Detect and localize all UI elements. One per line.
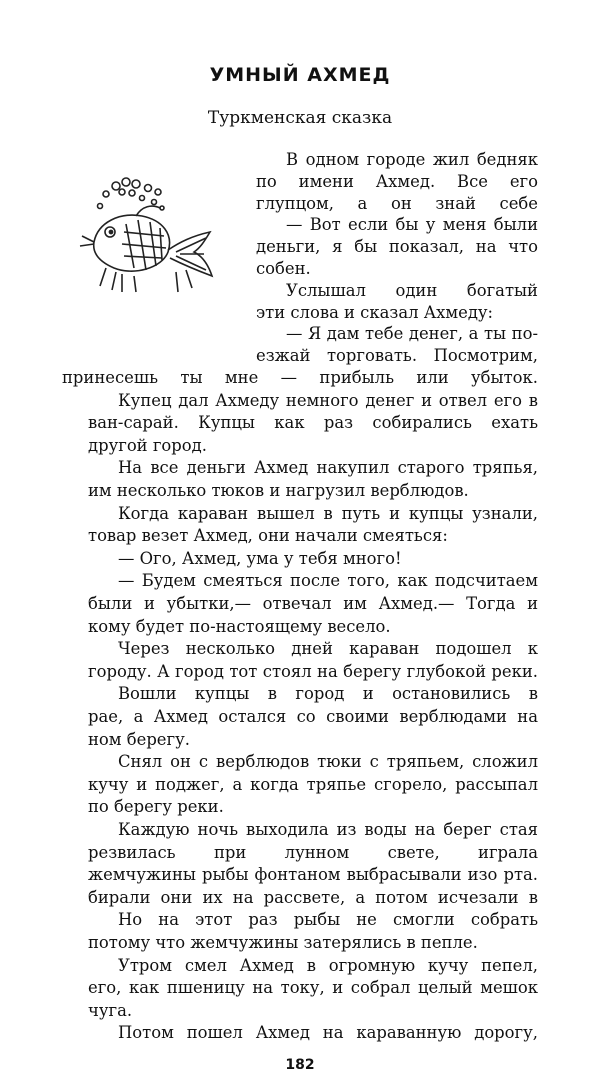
story-line: — Будем смеяться после того, как подсчитаем (118, 571, 538, 591)
story-line: Утром смел Ахмед в огромную кучу пепел, (118, 955, 538, 975)
story-line: резвилась при лунном свете, играла (88, 842, 538, 862)
story-line: глупцом, а он знай себе (256, 193, 538, 213)
page-subtitle: Туркменская сказка (207, 108, 393, 128)
story-line: ван-сарай. Купцы как раз собирались ехать (88, 413, 538, 433)
story-line: городу. А город тот стоял на берегу глубокой реки. (88, 661, 538, 681)
story-line: собен. (256, 259, 311, 278)
story-line: Вошли купцы в город и остановились в (118, 684, 538, 704)
story-line: по имени Ахмед. Все его (256, 171, 538, 191)
story-line: — Ого, Ахмед, ума у тебя много! (118, 548, 402, 568)
story-line: Когда караван вышел в путь и купцы узнали, (118, 503, 538, 523)
story-line: бирали они их на рассвете, а потом исчезали в (88, 887, 538, 907)
story-line: Но на этот раз рыбы не смогли собрать (118, 910, 538, 930)
story-line: товар везет Ахмед, они начали смеяться: (88, 526, 448, 546)
story-line: ном берегу. (88, 729, 190, 749)
story-line: езжай торговать. Посмотрим, (256, 346, 538, 366)
page-title: УМНЫЙ АХМЕД (209, 64, 391, 86)
story-line: В одном городе жил бедняк (286, 150, 538, 169)
story-line: по берегу реки. (88, 797, 224, 817)
story-line: Купец дал Ахмеду немного денег и отвел его в (118, 390, 538, 410)
story-line: Через несколько дней караван подошел к (118, 639, 538, 659)
page-number: 182 (285, 1057, 315, 1073)
story-line: другой город. (88, 435, 207, 455)
story-line: эти слова и сказал Ахмеду: (256, 302, 494, 322)
story-line: им несколько тюков и нагрузил верблюдов. (88, 481, 469, 500)
story-line: принесешь ты мне — прибыль или убыток. (62, 368, 538, 387)
story-line: жемчужины рыбы фонтаном выбрасывали изо рта. (88, 865, 538, 885)
story-line: На все деньги Ахмед накупил старого тряпья, (118, 458, 538, 478)
story-line: потому что жемчужины затерялись в пепле. (88, 933, 478, 952)
story-line: Каждую ночь выходила из воды на берег стая (118, 820, 538, 839)
story-line: были и убытки,— отвечал им Ахмед.— Тогда и (88, 594, 538, 613)
story-line: — Вот если бы у меня были (286, 215, 538, 235)
story-line: чуга. (88, 1000, 133, 1020)
story-line: рае, а Ахмед остался со своими верблюдами на (88, 707, 538, 726)
story-line: Снял он с верблюдов тюки с тряпьем, сложил (118, 752, 538, 772)
story-line: Услышал один богатый (286, 280, 538, 300)
story-line: кому будет по-настоящему весело. (88, 616, 391, 636)
story-line: — Я дам тебе денег, а ты по- (286, 324, 538, 344)
story-line: его, как пшеницу на току, и собрал целый мешок (88, 978, 538, 998)
story-line: деньги, я бы показал, на что (256, 237, 538, 257)
story-line: Потом пошел Ахмед на караванную дорогу, (118, 1023, 538, 1043)
story-line: кучу и поджег, а когда тряпье сгорело, рассыпал (88, 774, 538, 794)
